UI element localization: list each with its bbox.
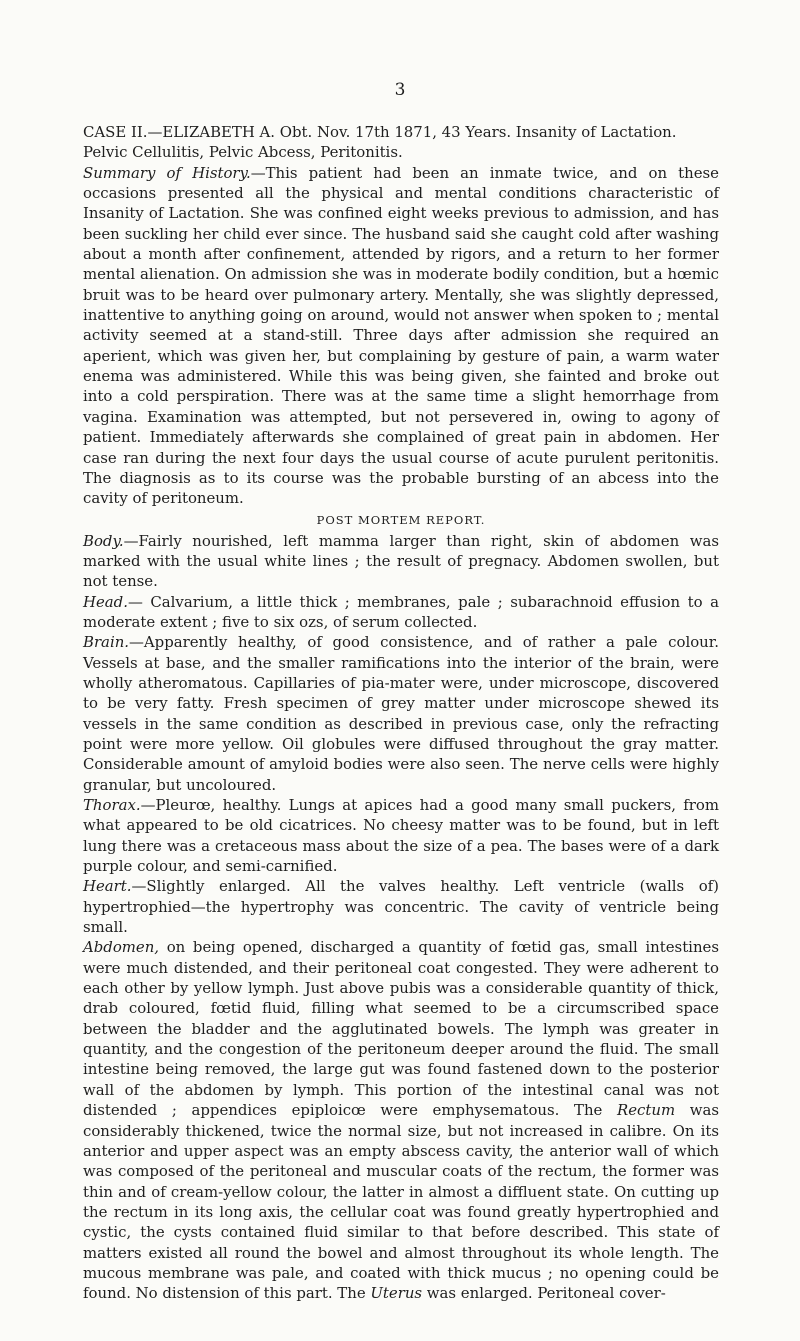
post-mortem-title: POST MORTEM REPORT. bbox=[316, 512, 486, 527]
section-text-brain: —Apparently healthy, of good consistence, and of rather a pale colour. Vessels at base, and the smaller ramifications into the interior of the brain, were wholly atheromatous. Capillaries of pia-mater were, under microscope, discovered to be very fatty. Fresh specimen of grey matter under microscope shewed its vessels in the same condition as described in previous case, only the refracting point were more yellow. Oil globules were diffused throughout the gray matter. Considerable amount of amyloid bodies were also seen. The nerve cells were highly granular, but uncoloured. bbox=[83, 633, 719, 794]
summary-label: Summary of History. bbox=[83, 163, 251, 182]
section-heart bbox=[83, 876, 719, 937]
section-abdomen bbox=[83, 937, 719, 1303]
section-head bbox=[83, 592, 719, 633]
section-text-thorax: —Pleurœ, healthy. Lungs at apices had a good many small puckers, from what appeared to be old cicatrices. No cheesy matter was to be found, but in left lung there was a cretaceous mass about the size of a pea. The bases were of a dark purple colour, and semi-carnified. bbox=[83, 796, 719, 876]
case-heading: CASE II.—ELIZABETH A. Obt. Nov. 17th 1871, 43 Years. Insanity of Lactation. Pelvic Cellulitis, Pelvic Abcess, Peritonitis. bbox=[83, 123, 677, 162]
summary-text: —This patient had been an inmate twice, and on these occasions presented all the physical and mental conditions characteristic of Insanity of Lactation. She was confined eight weeks previous to admission, and has been suckling her child ever since. The husband said she caught cold after washing about a month after confinement, attended by rigors, and a return to her former mental alienation. On admission she was in moderate bodily condition, but a hœmic bruit was to be heard over pulmonary artery. Mentally, she was slightly depressed, inattentive to anything going on around, would not answer when spoken to ; mental activity seemed at a stand-still. Three days after admission she required an aperient, which was given her, but complaining by gesture of pain, a warm water enema was administered. While this was being given, she fainted and broke out into a cold perspiration. There was at the same time a slight hemorrhage from vagina. Examination was attempted, but not persevered in, owing to agony of patient. Immediately afterwards she complained of great pain in abdomen. Her case ran during the next four days the usual course of acute purulent peritonitis. The diagnosis as to its course was the probable bursting of an abcess into the cavity of peritoneum. bbox=[83, 163, 719, 508]
section-text-heart: —Slightly enlarged. All the valves healthy. Left ventricle (walls of) hypertrophied—the hypertrophy was concentric. The cavity of ventricle being small. bbox=[83, 877, 719, 937]
section-text-abdomen-continued: was considerably thickened, twice the normal size, but not increased in calibre. On its anterior and upper aspect was an empty abscess cavity, the anterior wall of which was composed of the peritoneal and muscular coats of the rectum, the former was thin and of cream-yellow colour, the latter in almost a diffluent state. On cutting up the rectum in its long axis, the cellular coat was found greatly hypertrophied and cystic, the cysts contained fluid similar to that before described. This state of matters existed all round the bowel and almost throughout its whole length. The mucous membrane was pale, and coated with thick mucus ; no opening could be found. No distension of this part. The bbox=[83, 1101, 719, 1303]
section-label-brain: Brain. bbox=[83, 633, 130, 652]
section-label-thorax: Thorax. bbox=[83, 796, 141, 814]
section-label-abdomen: Abdomen, bbox=[83, 938, 160, 957]
section-text-body: —Fairly nourished, left mamma larger than right, skin of abdomen was marked with the usual white lines ; the result of pregnacy. Abdomen swollen, but not tense. bbox=[83, 531, 719, 591]
article-body bbox=[83, 122, 719, 1304]
inline-label-rectum: Rectum bbox=[617, 1101, 676, 1120]
section-body bbox=[83, 531, 719, 592]
section-text-abdomen-end: was enlarged. Peritoneal cover- bbox=[422, 1284, 666, 1303]
section-label-body: Body. bbox=[83, 531, 124, 550]
inline-label-uterus: Uterus bbox=[370, 1284, 423, 1303]
page-number: 3 bbox=[394, 80, 406, 100]
section-thorax bbox=[83, 795, 719, 876]
section-text-head: — Calvarium, a little thick ; membranes, pale ; subarachnoid effusion to a moderate extent ; five to six ozs, of serum collected. bbox=[83, 592, 719, 631]
section-label-head: Head. bbox=[83, 592, 128, 611]
section-label-heart: Heart. bbox=[83, 877, 132, 896]
summary-paragraph bbox=[83, 163, 719, 509]
section-brain bbox=[83, 632, 719, 795]
section-text-abdomen: on being opened, discharged a quantity of fœtid gas, small intestines were much distended, and their peritoneal coat congested. They were adherent to each other by yellow lymph. Just above pubis was a considerable quantity of thick, drab coloured, fœtid fluid, filling what seemed to be a circumscribed space between the bladder and the agglutinated bowels. The lymph was greater in quantity, and the congestion of the peritoneum deeper around the fluid. The small intestine being removed, the large gut was found fastened down to the posterior wall of the abdomen by lymph. This portion of the intestinal canal was not distended ; appendices epiploicœ were emphysematous. The bbox=[83, 938, 719, 1120]
